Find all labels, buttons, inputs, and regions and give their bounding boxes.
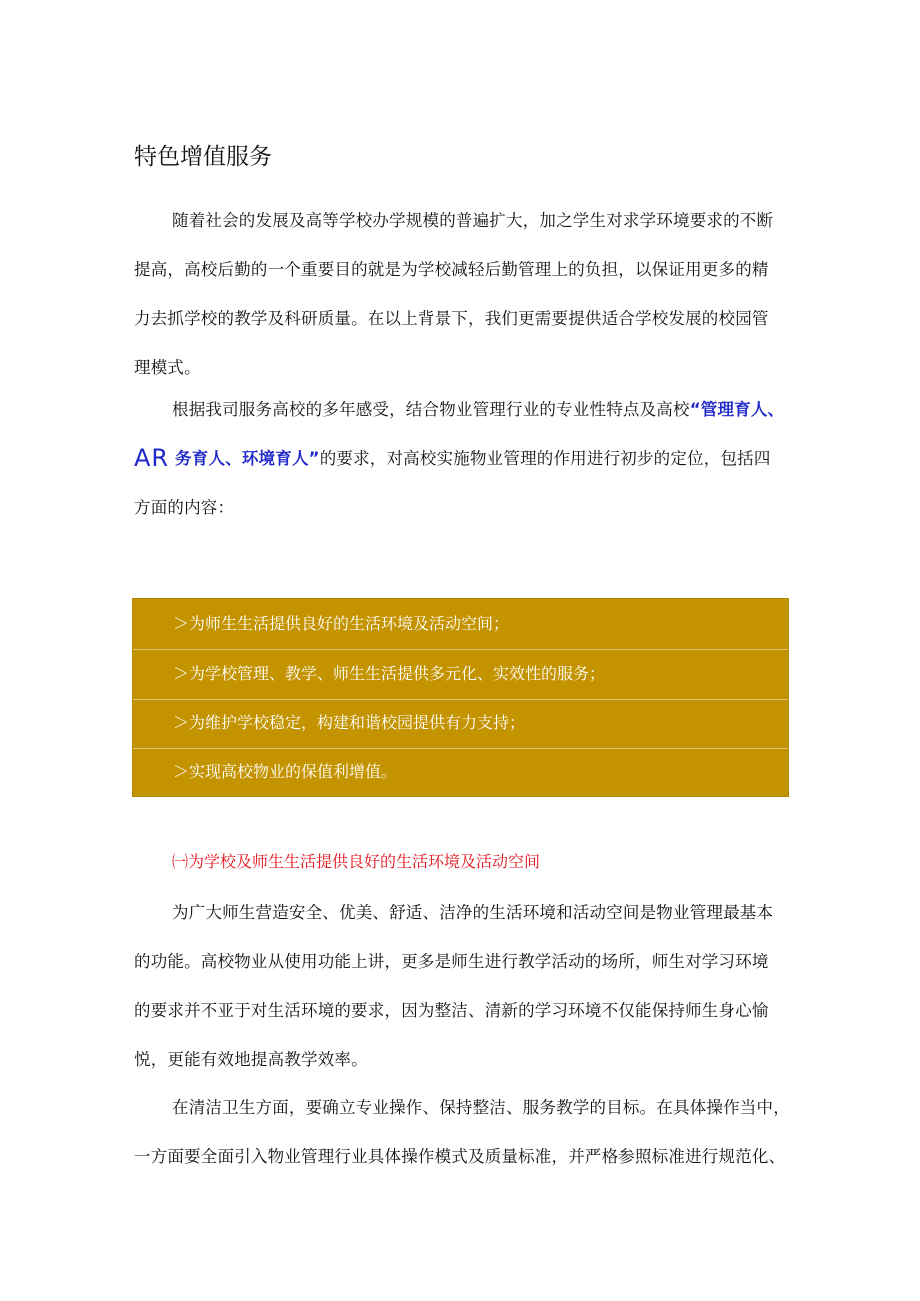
goal-text: ＞为学校管理、教学、师生生活提供多元化、实效性的服务； — [173, 664, 606, 683]
cleaning-line: 一方面要全面引入物业管理行业具体操作模式及质量标准，并严格参照标准进行规范化、 — [134, 1147, 786, 1166]
section-line: 为广大师生营造安全、优美、舒适、洁净的生活环境和活动空间是物业管理最基本 — [172, 903, 774, 922]
intro-line: 理模式。 — [134, 358, 201, 377]
cleaning-paragraph — [134, 1083, 798, 1181]
section-paragraph — [134, 888, 798, 1084]
highlight-text-large: AR — [134, 444, 170, 472]
positioning-line: 方面的内容： — [134, 498, 235, 517]
goal-row — [133, 699, 788, 749]
intro-line: 力去抓学校的教学及科研质量。在以上背景下，我们更需要提供适合学校发展的校园管 — [134, 309, 769, 328]
goal-row — [133, 748, 788, 797]
goal-text: ＞实现高校物业的保值利增值。 — [173, 762, 398, 781]
section-line: 的功能。高校物业从使用功能上讲，更多是师生进行教学活动的场所，师生对学习环境 — [134, 952, 769, 971]
goal-row — [133, 600, 788, 650]
page-title: 特色增值服务 — [134, 144, 272, 170]
positioning-line — [134, 385, 798, 434]
highlight-text: 务育人、环境育人” — [169, 449, 320, 468]
intro-paragraph — [134, 196, 798, 392]
goal-row — [133, 650, 788, 700]
goals-box — [132, 598, 789, 797]
positioning-paragraph — [134, 385, 798, 532]
intro-line: 提高，高校后勤的一个重要目的就是为学校减轻后勤管理上的负担，以保证用更多的精 — [134, 260, 769, 279]
goal-text: ＞为维护学校稳定，构建和谐校园提供有力支持； — [173, 713, 526, 732]
positioning-text: 根据我司服务高校的多年感受，结合物业管理行业的专业性特点及高校 — [172, 400, 690, 419]
positioning-line — [134, 434, 798, 483]
section-line: 悦，更能有效地提高教学效率。 — [134, 1050, 368, 1069]
intro-line: 随着社会的发展及高等学校办学规模的普遍扩大，加之学生对求学环境要求的不断 — [172, 211, 774, 230]
goal-text: ＞为师生生活提供良好的生活环境及活动空间； — [173, 614, 510, 633]
cleaning-line: 在清洁卫生方面，要确立专业操作、保持整洁、服务教学的目标。在具体操作当中， — [172, 1098, 790, 1117]
highlight-text: “管理育人、 — [689, 400, 785, 419]
positioning-text: 的要求，对高校实施物业管理的作用进行初步的定位，包括四 — [319, 449, 771, 468]
section-line: 的要求并不亚于对生活环境的要求，因为整洁、清新的学习环境不仅能保持师生身心愉 — [134, 1001, 769, 1020]
section-heading: ㈠为学校及师生生活提供良好的生活环境及活动空间 — [172, 852, 541, 871]
